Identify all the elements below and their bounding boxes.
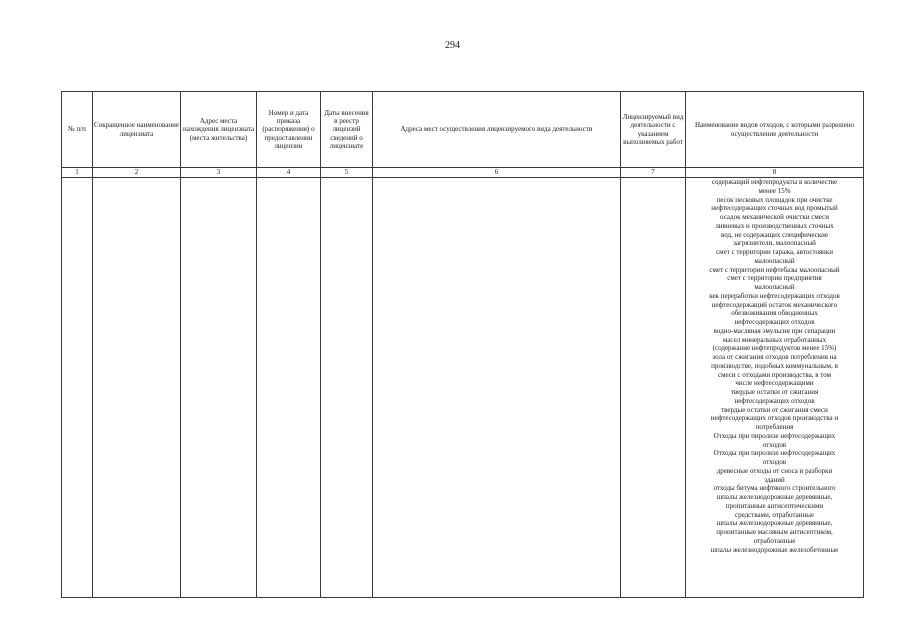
waste-line: числе нефтесодержащими — [735, 379, 814, 388]
waste-line: нефтесодержащих сточных вод промытый — [711, 204, 838, 213]
cell-row-number — [62, 178, 93, 598]
header-waste-types: Наименование видов отходов, с которыми разрешено осуществление деятельности — [686, 92, 864, 168]
column-number: 6 — [373, 168, 621, 178]
header-licensee-address: Адрес места нахождения лицензиата (места жительства) — [181, 92, 257, 168]
column-number: 4 — [257, 168, 321, 178]
waste-line: отходы битума нефтяного строительного — [713, 484, 836, 493]
waste-line: вод, не содержащих специфические — [720, 230, 829, 239]
waste-line: твердые остатки от сжигания — [730, 388, 819, 396]
waste-line: Отходы при пиролизе нефтесодержащих — [713, 431, 836, 440]
cell-licensee-name — [93, 178, 181, 598]
waste-line: пропитанные антисептическими — [725, 501, 824, 510]
waste-line: нефтесодержащий остаток механического — [711, 300, 838, 309]
waste-line: загрязнители, малоопасный — [733, 239, 816, 248]
waste-line: шпалы железнодорожные деревянные, — [716, 519, 833, 528]
cell-licensee-address — [181, 178, 257, 598]
license-register-table — [61, 91, 864, 598]
waste-line: древесные отходы от сноса и разборки — [716, 466, 833, 475]
header-order-number-date: Номер и дата приказа (распоряжения) о предоставлении лицензии — [257, 92, 321, 168]
column-number: 7 — [621, 168, 686, 178]
waste-line: водно-масляная эмульсия при сепарации — [713, 326, 836, 335]
waste-line: отходов — [762, 440, 787, 449]
header-row — [62, 92, 864, 168]
cell-order-number-date — [257, 178, 321, 598]
waste-line: кек переработки нефтесодержащих отходов — [709, 291, 840, 300]
header-row-number: № п/п — [62, 92, 93, 168]
waste-line: зданий — [764, 475, 785, 484]
waste-line: нефтесодержащих отходов — [734, 396, 815, 405]
waste-line: менее 15% — [758, 186, 791, 195]
waste-line: зола от сжигания отходов потребления на — [712, 353, 837, 361]
header-licensed-activity: Лицензируемый вид деятельности с указанием выполняемых работ — [621, 92, 686, 168]
waste-line: пропитанные масляным антисептиком, — [716, 528, 833, 536]
cell-registry-dates — [321, 178, 373, 598]
waste-line: обезвоживания обводненных — [731, 309, 818, 318]
waste-line: шпалы железнодорожные деревянные, — [716, 493, 833, 501]
header-registry-dates: Даты внесения в реестр лицензий сведений о лицензиате — [321, 92, 373, 168]
page-number: 294 — [445, 40, 460, 51]
waste-line: малоопасный — [754, 283, 795, 291]
cell-licensed-activity — [621, 178, 686, 598]
waste-line: масел минеральных отработанных — [722, 335, 827, 344]
waste-line: ливневых и производственных сточных — [715, 221, 834, 230]
waste-line: осадок механической очистки смеси — [720, 213, 829, 221]
column-number: 2 — [93, 168, 181, 178]
column-number: 1 — [62, 168, 93, 178]
cell-activity-addresses — [373, 178, 621, 598]
header-activity-addresses: Адреса мест осуществления лицензируемого вида деятельности — [373, 92, 621, 168]
waste-line: отходов — [762, 458, 787, 466]
waste-line: смет с территории нефтебазы малоопасный — [709, 265, 840, 274]
column-number: 3 — [181, 168, 257, 178]
waste-line: отработанные — [753, 536, 796, 545]
waste-line: потребления — [755, 423, 794, 431]
waste-line: смет с территории гаража, автостоянки — [716, 248, 833, 256]
waste-line: нефтесодержащих отходов производства и — [710, 414, 839, 423]
waste-line: содержащий нефтепродукты в количестве — [711, 178, 838, 186]
waste-line: средствами, отработанные — [734, 510, 815, 519]
column-number-row — [62, 168, 864, 178]
waste-line: смеси с отходами производства, в том — [717, 370, 832, 379]
cell-waste-types — [686, 178, 864, 598]
column-number: 5 — [321, 168, 373, 178]
waste-line: (содержание нефтепродуктов менее 15%) — [712, 344, 837, 353]
waste-line: нефтесодержащих отходов — [734, 318, 815, 326]
waste-line: шпалы железнодорожные железобетонные — [710, 545, 839, 554]
waste-line: песок песковых площадок при очистке — [716, 195, 833, 204]
waste-line: Отходы при пиролизе нефтесодержащих — [713, 449, 836, 458]
waste-line: производстве, подобных коммунальным, в — [711, 361, 838, 370]
waste-line: малоопасный — [754, 256, 795, 265]
waste-line: твердые остатки от сжигания смеси — [721, 405, 828, 414]
header-licensee-name: Сокращенное наименование лицензиата — [93, 92, 181, 168]
column-number: 8 — [686, 168, 864, 178]
waste-line: смет с территории предприятия — [727, 274, 822, 283]
table-row — [62, 178, 864, 598]
